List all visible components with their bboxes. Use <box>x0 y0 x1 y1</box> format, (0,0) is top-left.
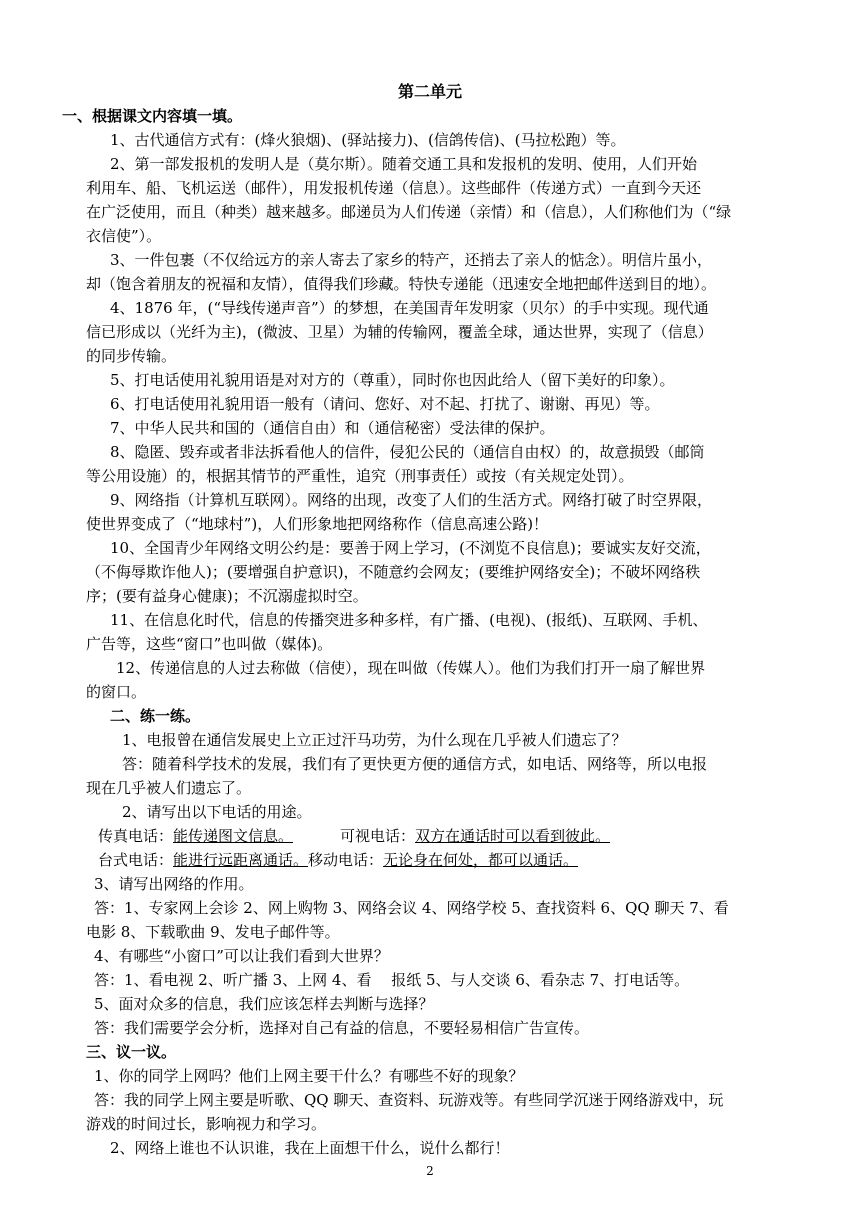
s1-line: 1、古代通信方式有：(烽火狼烟)、(驿站接力)、(信鸽传信)、(马拉松跑）等。 <box>110 131 626 149</box>
s1-line: 8、隐匿、毁弃或者非法拆看他人的信件，侵犯公民的（通信自由权）的，故意损毁（邮筒 <box>110 443 705 461</box>
s2-line: 现在几乎被人们遗忘了。 <box>86 779 252 797</box>
s1-line: 4、1876 年，(“导线传递声音”）的梦想，在美国青年发明家（贝尔）的手中实现。现代通 <box>110 299 709 317</box>
s3-line: 游戏的时间过长，影响视力和学习。 <box>86 1115 327 1133</box>
s1-line: 信已形成以（光纤为主)，(微波、卫星）为辅的传输网，覆盖全球，通达世界，实现了（信息） <box>86 323 713 341</box>
s1-line: 3、一件包裹（不仅给远方的亲人寄去了家乡的特产，还捎去了亲人的惦念）。明信片虽小， <box>110 251 713 269</box>
section1-heading: 一、根据课文内容填一填。 <box>62 107 243 125</box>
page-title: 第二单元 <box>397 82 462 101</box>
page-number: 2 <box>426 1164 434 1178</box>
s1-line: 7、中华人民共和国的（通信自由）和（通信秘密）受法律的保护。 <box>110 419 555 437</box>
s2-line: 5、面对众多的信息，我们应该怎样去判断与选择？ <box>94 995 434 1013</box>
s2-line: 答：我们需要学会分析，选择对自己有益的信息，不要轻易相信广告宣传。 <box>94 1019 590 1037</box>
s3-line: 答：我的同学上网主要是听歌、QQ 聊天、查资料、玩游戏等。有些同学沉迷于网络游戏中，玩 <box>94 1091 724 1109</box>
s1-line: 广告等，这些“窗口”也叫做（媒体)。 <box>86 635 333 653</box>
section3-heading: 三、议一议。 <box>86 1043 177 1061</box>
fax-phone-row <box>98 824 293 848</box>
desk-phone-label: 台式电话： <box>98 851 174 869</box>
s3-line: 1、你的同学上网吗？他们上网主要干什么？有哪些不好的现象？ <box>94 1067 524 1085</box>
s2-line: 1、电报曾在通信发展史上立正过汗马功劳，为什么现在几乎被人们遗忘了？ <box>122 731 627 749</box>
s2-line: 答：随着科学技术的发展，我们有了更快更方便的通信方式，如电话、网络等，所以电报 <box>122 755 708 773</box>
s1-line: 2、第一部发报机的发明人是（莫尔斯）。随着交通工具和发报机的发明、使用，人们开始 <box>110 155 698 173</box>
s1-line: 却（饱含着朋友的祝福和友情），值得我们珍藏。特快专递能（迅速安全地把邮件送到目的地）。 <box>86 275 717 293</box>
mobile-phone-answer: 无论身在何处，都可以通话。 <box>383 851 579 869</box>
s1-line: 9、网络指（计算机互联网）。网络的出现，改变了人们的生活方式。网络打破了时空界限， <box>110 491 713 509</box>
s1-line: 衣信使”）。 <box>86 227 162 245</box>
fax-phone-answer: 能传递图文信息。 <box>173 827 294 845</box>
mobile-phone-label: 移动电话： <box>308 851 384 869</box>
s2-line: 答：1、专家网上会诊 2、网上购物 3、网络会议 4、网络学校 5、查找资料 6、QQ 聊天 7、看 <box>94 899 729 917</box>
s3-line: 2、网络上谁也不认识谁，我在上面想干什么，说什么都行！ <box>110 1139 510 1157</box>
s2-line: 2、请写出以下电话的用途。 <box>122 803 312 821</box>
s1-line: （不侮辱欺诈他人)；(要增强自护意识)，不随意约会网友；(要维护网络安全)；不破坏网络秩 <box>86 563 701 581</box>
s1-line: 在广泛使用，而且（种类）越来越多。邮递员为人们传递（亲情）和（信息），人们称他们为（“绿 <box>86 203 732 221</box>
desk-phone-row <box>98 848 578 872</box>
s1-line: 5、打电话使用礼貌用语是对对方的（尊重），同时你也因此给人（留下美好的印象）。 <box>110 371 675 389</box>
s2-line: 答：1、看电视 2、听广播 3、上网 4、看 报纸 5、与人交谈 6、看杂志 7、打电话等。 <box>94 971 690 989</box>
s1-line: 使世界变成了（“地球村”)，人们形象地把网络称作（信息高速公路)！ <box>86 515 549 533</box>
s1-line: 11、在信息化时代，信息的传播突进多种多样，有广播、(电视)、(报纸)、互联网、手机、 <box>110 611 708 629</box>
s1-line: 利用车、船、飞机运送（邮件），用发报机传递（信息）。这些邮件（传递方式）一直到今天还 <box>86 179 702 197</box>
s1-line: 的窗口。 <box>86 683 147 701</box>
s1-line: 6、打电话使用礼貌用语一般有（请问、您好、对不起、打扰了、谢谢、再见）等。 <box>110 395 660 413</box>
video-phone-answer: 双方在通话时可以看到彼此。 <box>415 827 611 845</box>
desk-phone-answer: 能进行远距离通话。 <box>173 851 309 869</box>
s1-line: 10、全国青少年网络文明公约是：要善于网上学习，(不浏览不良信息)；要诚实友好交流， <box>110 539 711 557</box>
fax-phone-label: 传真电话： <box>98 827 174 845</box>
s2-line: 电影 8、下载歌曲 9、发电子邮件等。 <box>86 923 340 941</box>
video-phone-row <box>340 824 610 848</box>
s1-line: 序；(要有益身心健康)；不沉溺虚拟时空。 <box>86 587 368 605</box>
s1-line: 12、传递信息的人过去称做（信使），现在叫做（传媒人）。他们为我们打开一扇了解世界 <box>116 659 706 677</box>
s2-line: 3、请写出网络的作用。 <box>94 875 254 893</box>
s1-line: 的同步传输。 <box>86 347 177 365</box>
video-phone-label: 可视电话： <box>340 827 416 845</box>
section2-heading: 二、练一练。 <box>110 707 201 725</box>
s2-line: 4、有哪些“小窗口”可以让我们看到大世界？ <box>94 947 389 965</box>
s1-line: 等公用设施）的，根据其情节的严重性，追究（刑事责任）或按（有关规定处罚）。 <box>86 467 634 485</box>
